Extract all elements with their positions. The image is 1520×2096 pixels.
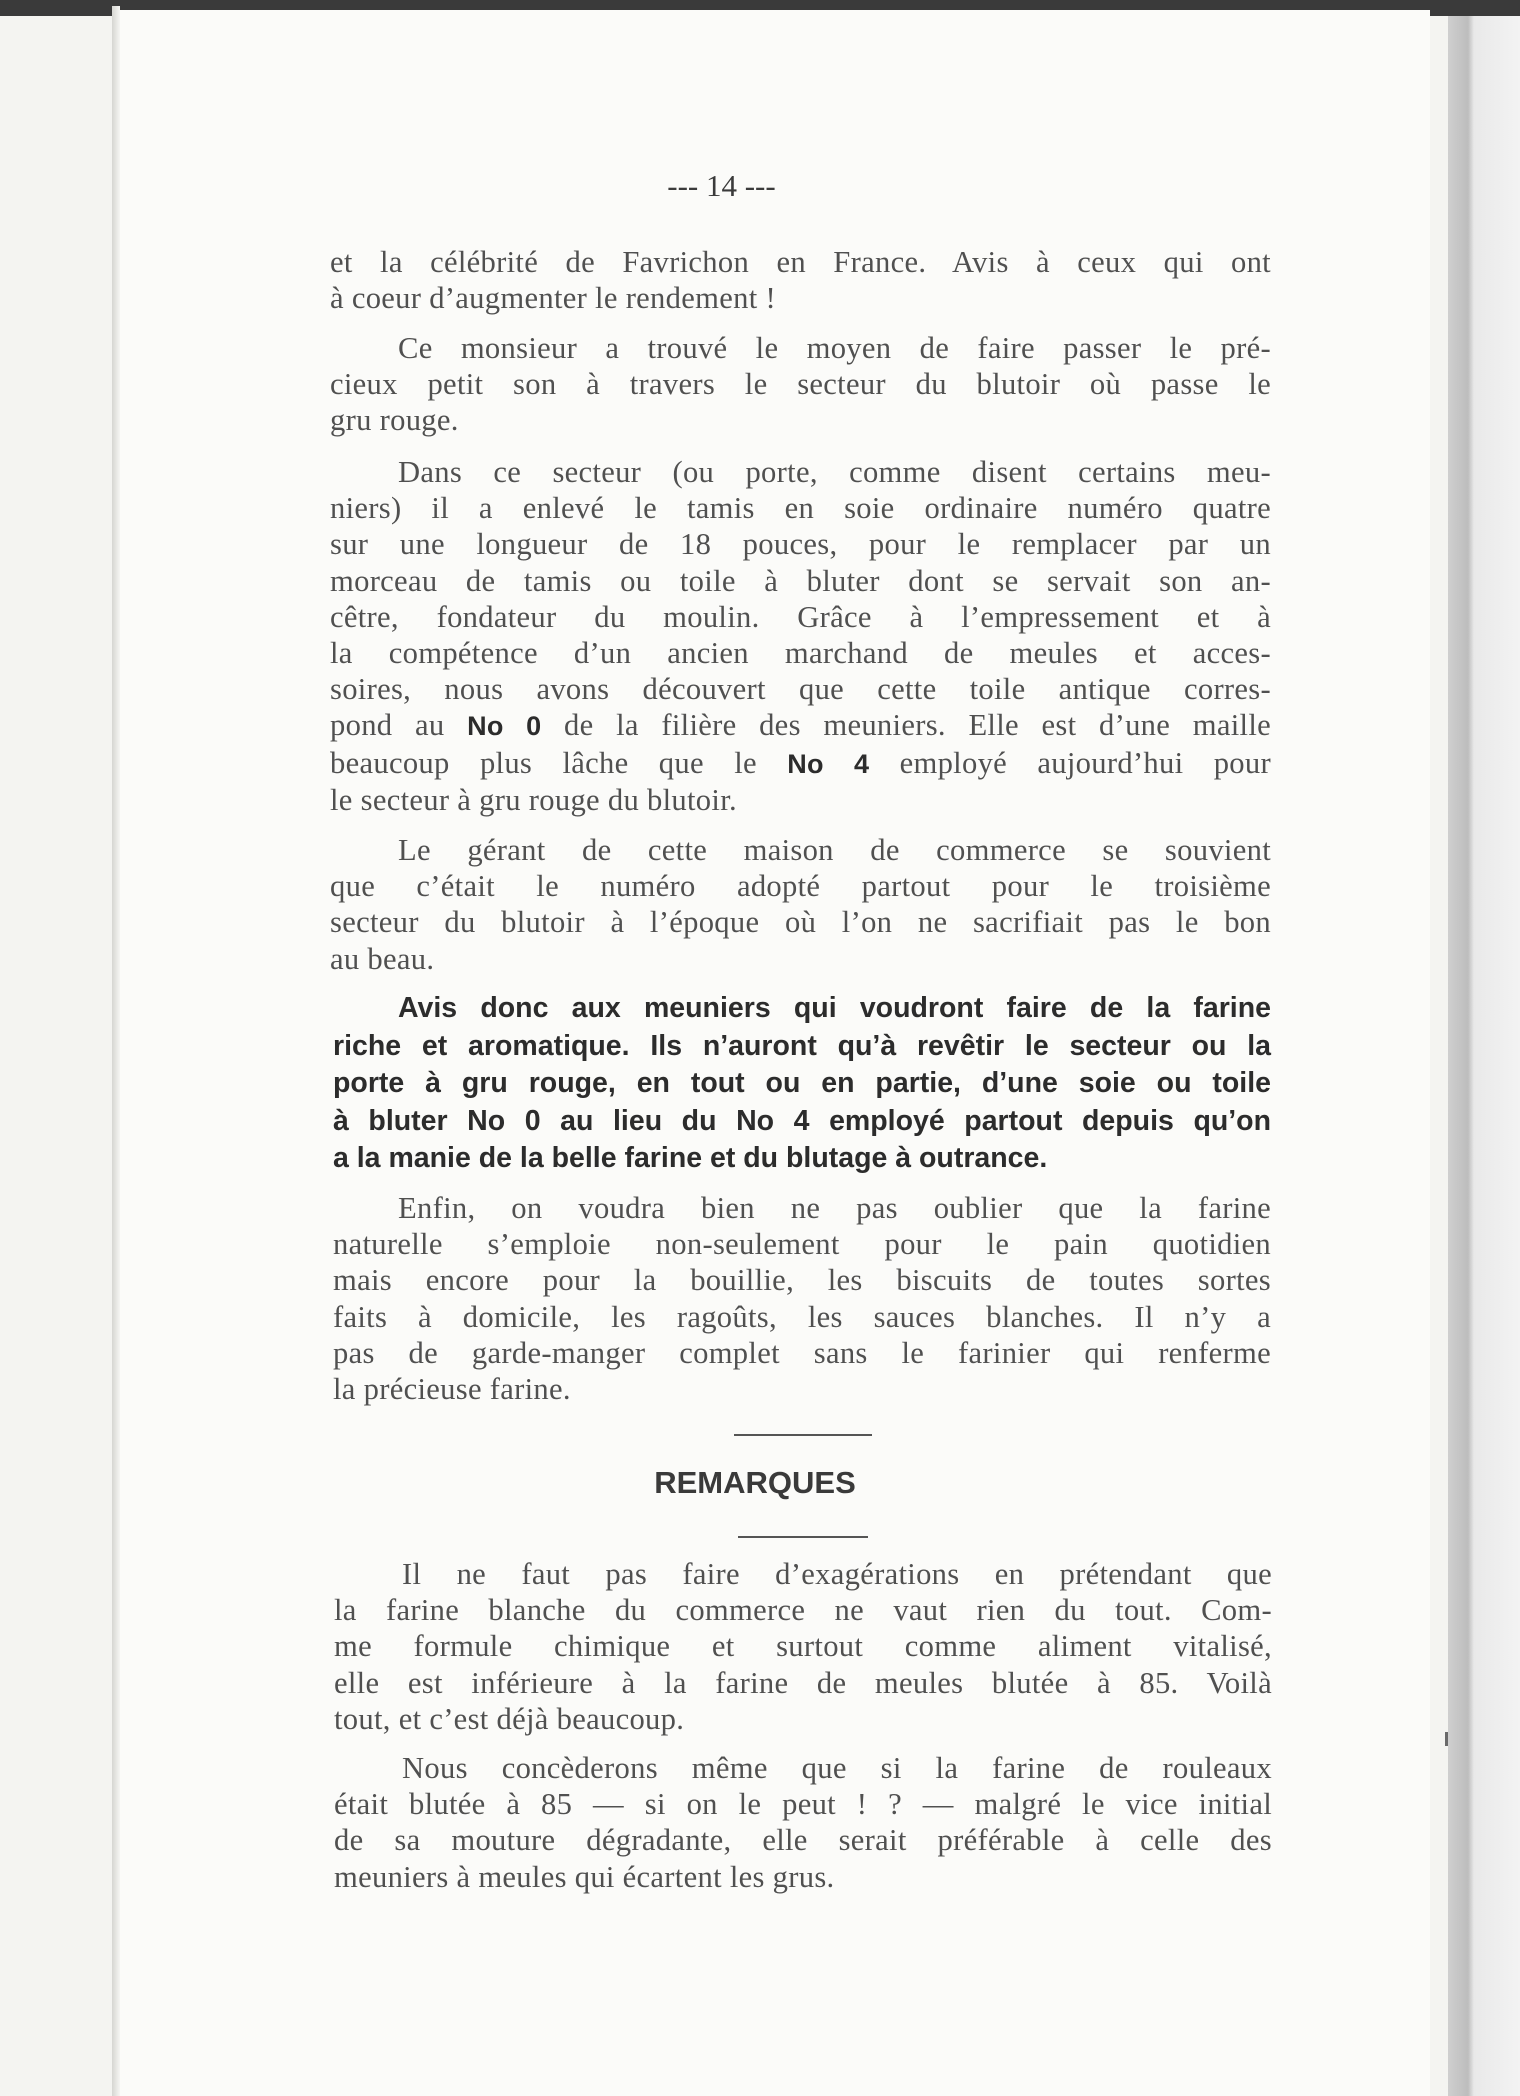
- paragraph-line: au beau.: [330, 941, 435, 976]
- paragraph-line: de sa mouture dégradante, elle serait préférable à celle des: [334, 1823, 1272, 1858]
- bold-number: No 4: [787, 748, 870, 779]
- paragraph-line: la farine blanche du commerce ne vaut rien du tout. Com-: [334, 1593, 1272, 1628]
- bold-number: No 0: [467, 711, 542, 742]
- paragraph-4: [330, 832, 1271, 977]
- paragraph-line: gru rouge.: [330, 403, 459, 438]
- paragraph-line: pas de garde-manger complet sans le farinier qui renferme: [333, 1335, 1271, 1370]
- paragraph-line: [330, 745, 1271, 782]
- paragraph-line: cieux petit son à travers le secteur du blutoir où passe le: [330, 367, 1271, 402]
- paragraph-line: Enfin, on voudra bien ne pas oublier que la farine: [398, 1191, 1271, 1225]
- paragraph-line: a la manie de la belle farine et du blutage à outrance.: [333, 1142, 1048, 1174]
- paragraph-line: que c’était le numéro adopté partout pour le troisième: [330, 869, 1271, 904]
- paragraph-3: [330, 454, 1271, 818]
- paragraph-line: riche et aromatique. Ils n’auront qu’à revêtir le secteur ou la: [333, 1029, 1271, 1062]
- paragraph-line: la compétence d’un ancien marchand de meules et acces-: [330, 636, 1271, 671]
- paragraph-line: Ce monsieur a trouvé le moyen de faire passer le pré-: [398, 331, 1271, 365]
- paragraph-line: mais encore pour la bouillie, les biscuits de toutes sortes: [333, 1263, 1271, 1298]
- paragraph-line: me formule chimique et surtout comme aliment vitalisé,: [334, 1629, 1272, 1664]
- paragraph-line: secteur du blutoir à l’époque où l’on ne sacrifiait pas le bon: [330, 905, 1271, 940]
- paragraph-line: [330, 707, 1271, 744]
- paragraph-line: et la célébrité de Favrichon en France. Avis à ceux qui ont: [330, 245, 1271, 279]
- margin-mark: [1445, 1732, 1448, 1746]
- paragraph-2: [330, 330, 1271, 439]
- paragraph-line: tout, et c’est déjà beaucoup.: [334, 1701, 685, 1736]
- paragraph-7: [334, 1556, 1272, 1737]
- paragraph-line: la précieuse farine.: [333, 1372, 571, 1407]
- scan-right-margin: [1448, 16, 1520, 2096]
- paragraph-line: cêtre, fondateur du moulin. Grâce à l’empressement et à: [330, 599, 1271, 634]
- paragraph-line: niers) il a enlevé le tamis en soie ordinaire numéro quatre: [330, 491, 1271, 526]
- section-heading: REMARQUES: [654, 1465, 856, 1500]
- paragraph-line: Nous concèderons même que si la farine de rouleaux: [402, 1751, 1272, 1785]
- paragraph-line: Dans ce secteur (ou porte, comme disent certains meu-: [398, 455, 1271, 489]
- heading-rule-bottom: [738, 1536, 868, 1538]
- inline-text: de la filière des meuniers. Elle est d’une maille: [541, 708, 1271, 743]
- inline-text: employé aujourd’hui pour: [869, 745, 1271, 780]
- paragraph-line: porte à gru rouge, en tout ou en partie, d’une soie ou toile: [333, 1067, 1271, 1099]
- paragraph-line: à bluter No 0 au lieu du No 4 employé partout depuis qu’on: [333, 1104, 1271, 1137]
- paragraph-line: sur une longueur de 18 pouces, pour le remplacer par un: [330, 527, 1271, 562]
- heading-rule-top: [734, 1434, 872, 1436]
- paragraph-line: Avis donc aux meuniers qui voudront faire de la farine: [398, 992, 1271, 1024]
- paragraph-line: faits à domicile, les ragoûts, les sauces blanches. Il n’y a: [333, 1299, 1271, 1334]
- paragraph-line: Il ne faut pas faire d’exagérations en prétendant que: [402, 1557, 1272, 1591]
- paragraph-line: soires, nous avons découvert que cette toile antique corres-: [330, 672, 1271, 707]
- paragraph-line: meuniers à meules qui écartent les grus.: [334, 1859, 835, 1894]
- page-number: --- 14 ---: [667, 168, 776, 203]
- page-left-edge-shadow: [112, 6, 120, 2096]
- paragraph-line: Le gérant de cette maison de commerce se souvient: [398, 833, 1271, 867]
- inline-text: beaucoup plus lâche que le: [330, 745, 788, 780]
- paragraph-line: était blutée à 85 — si on le peut ! ? — malgré le vice initial: [334, 1787, 1272, 1822]
- paragraph-5-bold: [333, 990, 1271, 1178]
- paragraph-line: morceau de tamis ou toile à bluter dont se servait son an-: [330, 563, 1271, 598]
- paragraph-line: elle est inférieure à la farine de meules blutée à 85. Voilà: [334, 1665, 1272, 1700]
- paragraph-line: à coeur d’augmenter le rendement !: [330, 281, 776, 316]
- paragraph-line: le secteur à gru rouge du blutoir.: [330, 782, 737, 817]
- paragraph-6: [333, 1190, 1271, 1407]
- paragraph-1: [330, 244, 1271, 316]
- paragraph-8: [334, 1750, 1272, 1895]
- inline-text: pond au: [330, 708, 468, 743]
- paragraph-line: naturelle s’emploie non-seulement pour le pain quotidien: [333, 1227, 1271, 1262]
